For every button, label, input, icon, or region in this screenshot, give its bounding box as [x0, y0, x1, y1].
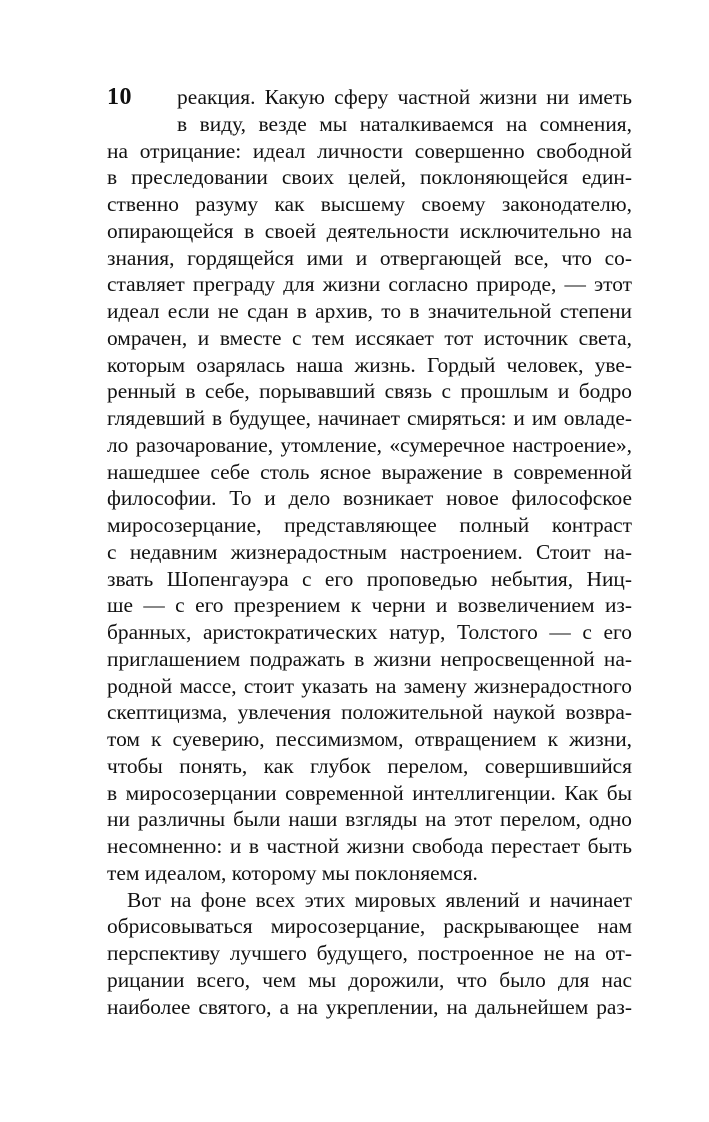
text-line: перспективу лучшего будущего, построенное не на от-	[107, 941, 632, 965]
text-line: наиболее святого, а на укреплении, на дальнейшем раз-	[107, 994, 632, 1019]
text-line: бранных, аристократических натур, Толстого — с его	[107, 620, 632, 644]
text-line: ше — с его презрением к черни и возвеличением из-	[107, 593, 632, 618]
text-line: на отрицание: идеал личности совершенно свободной	[107, 138, 632, 163]
text-line: опирающейся в своей деятельности исключительно на	[107, 218, 632, 243]
text-line: нашедшее себе столь ясное выражение в современной	[107, 459, 632, 484]
text-line: тем идеалом, которому мы поклоняемся.	[107, 860, 478, 885]
text-line: том к суеверию, пессимизмом, отвращением к жизни,	[107, 727, 632, 751]
text-line: чтобы понять, как глубок перелом, совершившийся	[107, 753, 632, 778]
text-line: обрисовываться миросозерцание, раскрывающее нам	[107, 914, 632, 939]
text-line: ни различны были наши взгляды на этот перелом, одно	[107, 807, 632, 832]
text-line: скептицизма, увлечения положительной наукой возвра-	[107, 700, 632, 725]
text-line: философии. То и дело возникает новое философское	[107, 486, 632, 511]
text-line: ренный в себе, порывавший связь с прошлым и бодро	[107, 379, 632, 404]
text-line: реакция. Какую сферу частной жизни ни иметь	[177, 85, 632, 109]
text-line: омрачен, и вместе с тем иссякает тот источник света,	[107, 325, 632, 350]
text-line: родной массе, стоит указать на замену жизнерадостного	[107, 673, 632, 698]
text-line: несомненно: и в частной жизни свобода перестает быть	[107, 834, 632, 858]
text-line: которым озарялась наша жизнь. Гордый человек, уве-	[107, 352, 632, 377]
text-line: знания, гордящейся ими и отвергающей все, что со-	[107, 245, 632, 270]
text-line: глядевший в будущее, начинает смиряться: и им овладе-	[107, 406, 632, 430]
text-line: приглашением подражать в жизни непросвещенной на-	[107, 646, 632, 671]
text-line: ло разочарование, утомление, «сумеречное настроение»,	[107, 432, 632, 457]
text-line: в преследовании своих целей, поклоняющейся един-	[107, 165, 632, 190]
page-number: 10	[107, 84, 132, 110]
text-line: рицании всего, чем мы дорожили, что было для нас	[107, 967, 632, 992]
text-line-paragraph-start: Вот на фоне всех этих мировых явлений и начинает	[127, 887, 632, 912]
text-line: в виду, везде мы наталкиваемся на сомнения,	[177, 111, 632, 136]
text-line: миросозерцание, представляющее полный контраст	[107, 513, 632, 537]
body-text	[107, 84, 632, 1020]
text-line: звать Шопенгауэра с его проповедью небытия, Ниц-	[107, 566, 632, 591]
text-line: идеал если не сдан в архив, то в значительной степени	[107, 299, 632, 323]
text-line: ставляет преграду для жизни согласно природе, — этот	[107, 272, 632, 297]
text-line: в миросозерцании современной интеллигенции. Как бы	[107, 780, 632, 805]
text-line: с недавним жизнерадостным настроением. Стоит на-	[107, 539, 632, 564]
text-line: ственно разуму как высшему своему законодателю,	[107, 192, 632, 216]
